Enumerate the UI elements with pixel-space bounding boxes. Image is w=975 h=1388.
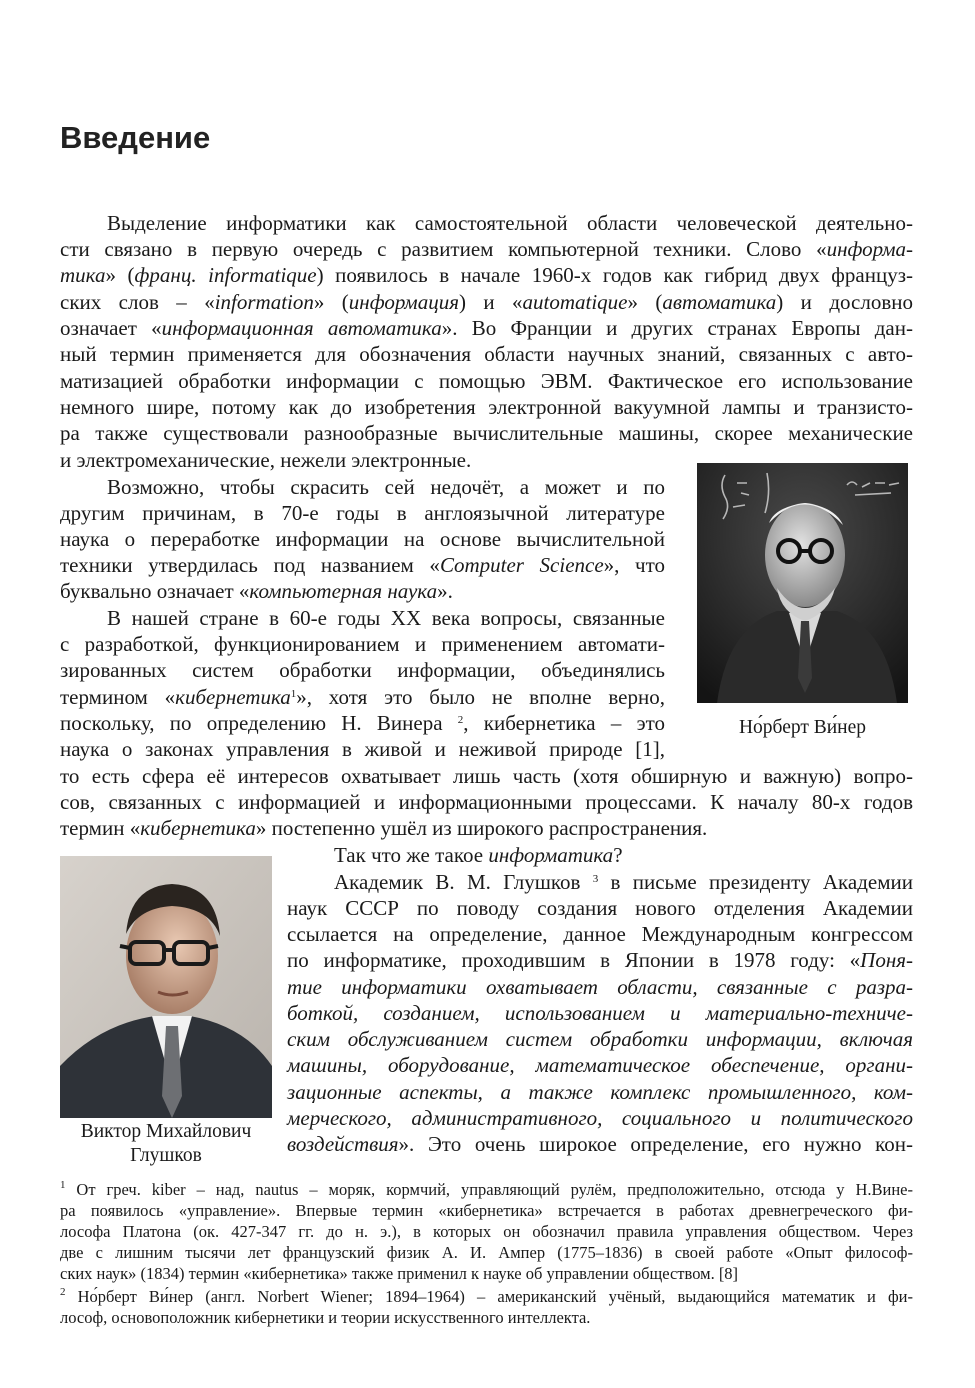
text-line: наук СССР по поводу создания нового отделения Академии	[287, 896, 913, 920]
footnote-line: лософ, основоположник кибернетики и теории искусственного интеллекта.	[60, 1308, 591, 1327]
text-line: термином «кибернетика$^1$», хотя это было не вполне верно,	[60, 685, 665, 709]
text-line: ра также существовали разнообразные вычислительные машины, скорее механические	[60, 421, 913, 445]
text-line: Выделение информатики как самостоятельной области человеческой деятельно-	[107, 211, 913, 235]
footnote-line: лософа Платона (ок. 427-347 гг. до н. э.), в которых он обозначил правила управления обществом. Через	[60, 1222, 913, 1241]
text-line: с разработкой, функционированием и применением автомати-	[60, 632, 665, 656]
text-line: по информатике, проходившим в Японии в 1978 году: «Поня-	[287, 948, 913, 972]
footnote-line: две с лишним тысячи лет французский физик А. И. Ампер (1775–1836) в своей работе «Опыт философ-	[60, 1243, 913, 1262]
glushkov-caption-name: Виктор Михайлович	[80, 1121, 252, 1142]
text-line: то есть сфера её интересов охватывает лишь часть (хотя обширную и важную) вопро-	[60, 764, 913, 788]
footnote-line: $^1$ От греч. kiber – над, nautus – моряк, кормчий, управляющий рулём, предположительно, отсюда у Н.Вине-	[60, 1179, 913, 1199]
text-line: наука о переработке информации на основе вычислительной	[60, 527, 665, 551]
wiener-caption: Но́рберт Ви́нер	[738, 717, 867, 738]
text-line: зационные аспекты, а также комплекс промышленного, ком-	[287, 1080, 913, 1104]
glushkov-photo	[60, 856, 272, 1118]
text-line: боткой, созданием, использованием и материально-техниче-	[287, 1001, 913, 1025]
text-line: В нашей стране в 60-е годы XX века вопросы, связанные	[107, 606, 665, 630]
text-line: тие информатики охватывает области, связанные с разра-	[287, 975, 913, 999]
footnote-line: $^2$ Но́рберт Ви́нер (англ. Norbert Wiener; 1894–1964) – американский учёный, выдающийся математик и фи-	[60, 1286, 913, 1306]
text-line: зированных систем обработки информации, объединялись	[60, 658, 665, 682]
text-line: ским обслуживанием систем обработки информации, включая	[287, 1027, 913, 1051]
text-line: поскольку, по определению Н. Винера $^2$, кибернетика – это	[60, 711, 665, 735]
text-line: Возможно, чтобы скрасить сей недочёт, а может и по	[107, 475, 665, 499]
text-line: мерческого, административного, социального и политического	[287, 1106, 913, 1130]
text-line: сов, связанных с информацией и информационными процессами. К началу 80-х годов	[60, 790, 913, 814]
text-line: и электромеханические, нежели электронные.	[60, 448, 472, 472]
wiener-photo	[697, 463, 908, 703]
text-line: сти связано в первую очередь с развитием компьютерной техники. Слово «информа-	[60, 237, 913, 261]
wiener-portrait-image	[697, 463, 908, 703]
text-line: машины, оборудование, математическое обеспечение, органи-	[287, 1053, 913, 1077]
page-title: Введение	[60, 120, 211, 155]
text-line: наука о законах управления в живой и неживой природе [1],	[60, 737, 665, 761]
text-line: ских слов – «information» (информация) и «automatique» (автоматика) и дословно	[60, 290, 913, 314]
glushkov-portrait-image	[60, 856, 272, 1118]
text-line: буквально означает «компьютерная наука».	[60, 579, 453, 603]
footnote-line: ра появилось «управление». Впервые термин «кибернетика» встречается в работах древнегреческого фи-	[60, 1201, 913, 1220]
text-line: ссылается на определение, данное Международным конгрессом	[287, 922, 913, 946]
text-line: техники утвердилась под названием «Computer Science», что	[60, 553, 665, 577]
text-line: немного шире, потому как до изобретения электронной вакуумной лампы и транзисто-	[60, 395, 913, 419]
text-line: тика» (франц. informatique) появилось в начале 1960-х годов как гибрид двух француз-	[60, 263, 913, 287]
text-line: другим причинам, в 70-е годы в англоязычной литературе	[60, 501, 665, 525]
text-line: Академик В. М. Глушков $^3$ в письме президенту Академии	[334, 870, 913, 894]
text-line: означает «информационная автоматика». Во Франции и других странах Европы дан-	[60, 316, 913, 340]
text-line: матизацией обработки информации с помощью ЭВМ. Фактическое его использование	[60, 369, 913, 393]
text-line: воздействия». Это очень широкое определение, его нужно кон-	[287, 1132, 913, 1156]
glushkov-caption	[60, 1120, 272, 1168]
glushkov-caption-surname: Глушков	[130, 1145, 202, 1166]
text-line: Так что же такое информатика?	[334, 843, 623, 867]
text-line: термин «кибернетика» постепенно ушёл из широкого распространения.	[60, 816, 708, 840]
footnote-line: ских наук» (1834) термин «кибернетика» также применил к науке об управлении обществом. [8]	[60, 1264, 739, 1283]
text-line: ный термин применяется для обозначения области научных знаний, связанных с авто-	[60, 342, 913, 366]
